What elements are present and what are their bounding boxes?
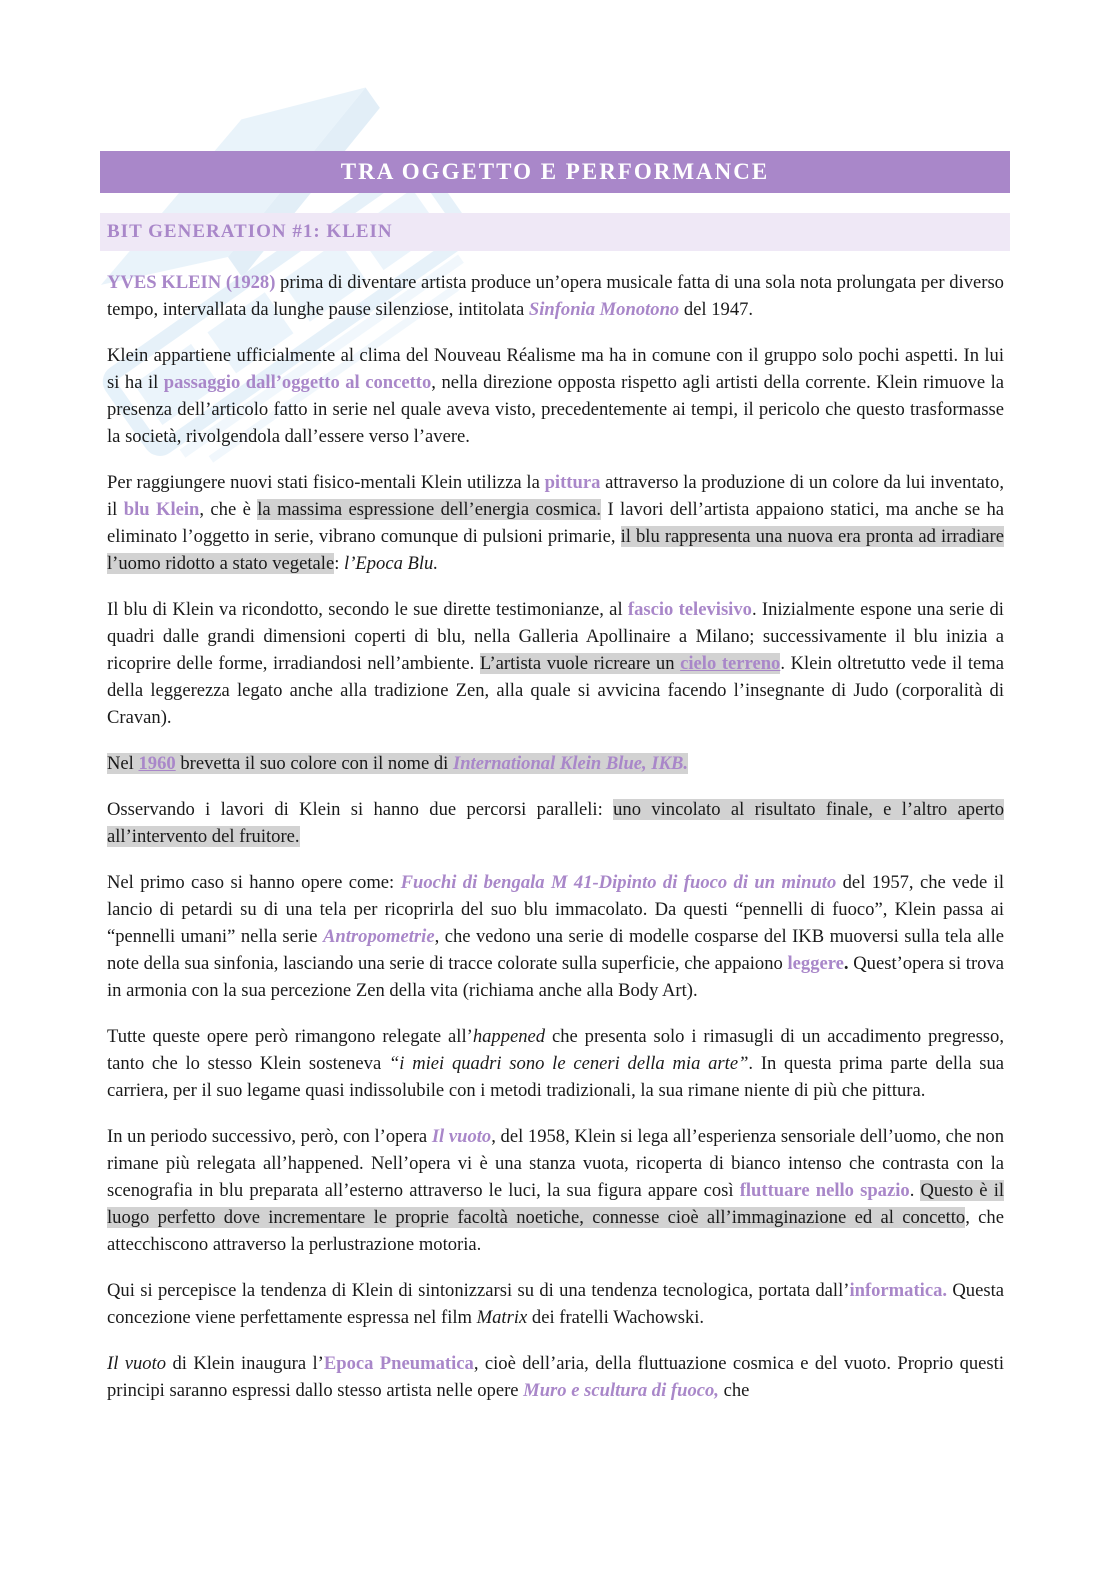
paragraph-11 [107,1350,1004,1404]
work-title: Il vuoto [431,1126,492,1147]
work-title: Muro e scultura di fuoco, [523,1380,719,1401]
italic-text: Il vuoto [107,1353,167,1374]
highlight-group [107,753,688,774]
text: Per raggiungere nuovi stati fisico-mentali Klein utilizza la [107,472,545,493]
italic-text: l’Epoca Blu. [344,553,439,574]
color-name: International Klein Blue, IKB. [452,753,689,774]
text: Tutte queste opere però rimangono relegate all’ [107,1026,473,1047]
keyword: leggere [787,953,844,974]
text: , che attecchiscono attraverso la perlustrazione motoria. [107,1207,1004,1255]
paragraph-1 [107,269,1004,323]
text: . [843,953,849,974]
highlight: uno vincolato al risultato finale, e l’altro aperto all’intervento del fruitore. [107,799,1004,847]
text: Klein appartiene ufficialmente al clima del Nouveau Réalisme ma ha in comune con il gruppo solo pochi aspetti. In lui si ha il [107,345,1004,393]
paragraph-6 [107,796,1004,850]
text: che presenta solo i rimasugli di un accadimento pregresso, tanto che lo stesso Klein sosteneva [107,1026,1004,1074]
paragraph-5 [107,750,1004,777]
highlight: L’artista vuole ricreare un [479,653,681,674]
text: Il blu di Klein va ricondotto, secondo le sue dirette testimonianze, al [107,599,628,620]
text: . Inizialmente espone una serie di quadri dalle grandi dimensioni coperti di blu, nella Galleria Apollinaire a Milano; successivamente il blu inizia a ricoprire delle forme, irradiandosi nell’ambiente. [107,599,1004,674]
keyword: informatica. [849,1280,948,1301]
keyword: blu Klein [123,499,200,520]
text: Qui si percepisce la tendenza di Klein di sintonizzarsi su di una tendenza tecnologica, portata dall’ [107,1280,850,1301]
text: Osservando i lavori di Klein si hanno due percorsi paralleli: [107,799,614,820]
work-title: Antropometrie [323,926,435,947]
italic-text: happened [472,1026,546,1047]
text: In un periodo successivo, però, con l’opera [107,1126,432,1147]
text: di Klein inaugura l’ [166,1353,324,1374]
text: prima di diventare artista produce un’opera musicale fatta di una sola nota prolungata per diverso tempo, intervallata da lunghe pause silenziose, intitolata [107,272,1004,320]
text: , cioè dell’aria, della fluttuazione cosmica e del vuoto. Proprio questi principi saranno espressi dallo stesso artista nelle opere [107,1353,1004,1401]
keyword: fluttuare nello spazio [739,1180,910,1201]
paragraph-10 [107,1277,1004,1331]
text: , che è [199,499,258,520]
text: . In questa prima parte della sua carriera, per il suo legame quasi indissolubile con i metodi tradizionali, la sua rimane niente di più che pittura. [107,1053,1004,1101]
page-title: TRA OGGETTO E PERFORMANCE [100,151,1010,193]
text: Quest’opera si trova in armonia con la sua percezione Zen della vita (richiama anche alla Body Art). [107,953,1004,1001]
artist-name: YVES KLEIN (1928) [107,272,276,293]
keyword: fascio televisivo [627,599,752,620]
paragraph-3 [107,469,1004,577]
text: , del 1958, Klein si lega all’esperienza sensoriale dell’uomo, che non rimane più relegata all’happened. Nell’opera vi è una stanza vuota, ricoperta di bianco intenso che contrasta con la scenografia in blu preparata all’esterno attraverso le luci, la sua figura appare così [107,1126,1004,1201]
paragraph-4 [107,596,1004,731]
document-body [107,269,1004,1423]
year: 1960 [138,753,176,774]
text: che [718,1380,750,1401]
text: dei fratelli Wachowski. [527,1307,705,1328]
paragraph-7 [107,869,1004,1004]
section-heading: BIT GENERATION #1: KLEIN [100,213,1010,251]
work-title: Sinfonia Monotono [528,299,680,320]
italic-text: Matrix [476,1307,528,1328]
paragraph-2 [107,342,1004,450]
keyword: pittura [544,472,601,493]
highlight: la massima espressione dell’energia cosmica. [257,499,602,520]
quote: “i miei quadri sono le ceneri della mia arte” [388,1053,749,1074]
text: . [909,1180,921,1201]
text: , che vedono una serie di modelle cosparse del IKB muoversi sulla tela alle note della sua sinfonia, lasciando una serie di tracce colorate sulla superficie, che appaiono [107,926,1005,974]
text: del 1957, che vede il lancio di petardi su di una tela per ricoprirla del suo blu immacolato. Da questi “pennelli di fuoco”, Klein passa ai “pennelli umani” nella serie [107,872,1004,947]
keyword: Epoca Pneumatica [323,1353,474,1374]
keyword-highlight: cielo terreno [680,653,781,674]
text: del 1947. [679,299,754,320]
text: attraverso la produzione di un colore da lui inventato, il [107,472,1004,520]
text: , nella direzione opposta rispetto agli artisti della corrente. Klein rimuove la presenza dell’articolo fatto in serie nel quale aveva visto, precedentemente ai tempi, il pericolo che questo trasformasse la società, rivolgendola dall’essere verso l’avere. [107,372,1004,447]
highlight: il blu rappresenta una nuova era pronta ad irradiare l’uomo ridotto a stato vegetale [107,526,1005,574]
keyword: passaggio dall’oggetto al concetto [163,372,432,393]
text: I lavori dell’artista appaiono statici, ma anche se ha eliminato l’oggetto in serie, vibrano comunque di pulsioni primarie, [107,499,1005,547]
text: : [334,553,345,574]
work-title: Fuochi di bengala M 41-Dipinto di fuoco di un minuto [400,872,837,893]
text: Nel primo caso si hanno opere come: [107,872,401,893]
paragraph-9 [107,1123,1004,1258]
text: Questa concezione viene perfettamente espressa nel film [107,1280,1004,1328]
paragraph-8 [107,1023,1004,1104]
text: . Klein oltretutto vede il tema della leggerezza legato anche alla tradizione Zen, alla quale si avvicina facendo l’insegnante di Judo (corporalità di Cravan). [107,653,1004,728]
text: Nel [107,753,139,774]
text: brevetta il suo colore con il nome di [175,753,453,774]
highlight: Questo è il luogo perfetto dove incrementare le proprie facoltà noetiche, connesse cioè all’immaginazione ed al concetto [107,1180,1005,1228]
